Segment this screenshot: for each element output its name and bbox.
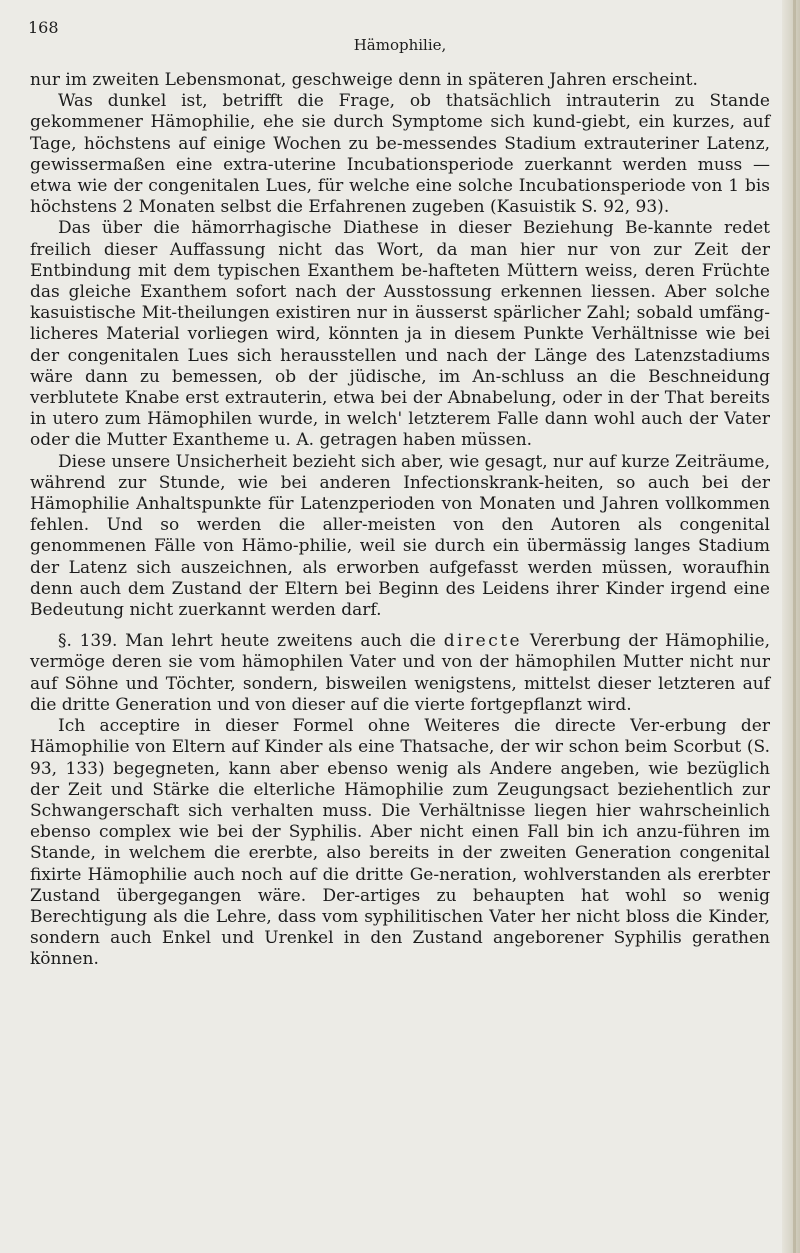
- page-edge: [782, 0, 800, 1253]
- page-edge-stripe: [793, 0, 796, 1253]
- emphasized-term: directe: [443, 631, 523, 652]
- section-lead: §. 139. Man lehrt heute zweitens auch die: [58, 631, 444, 652]
- section-rest: Vererbung der Hämophilie, vermöge deren sie vom hämophilen Vater und von der hämophilen Mutter nicht nur auf Söhne und Töchter, sondern, bisweilen wenigstens, mittelst dieser letzteren auf die dritte Generation und von dieser auf die vierte fortgepflanzt wird.: [30, 631, 770, 715]
- paragraph-continuation: nur im zweiten Lebensmonat, geschweige denn in späteren Jahren erscheint.: [30, 70, 698, 90]
- paragraph: Diese unsere Unsicherheit bezieht sich aber, wie gesagt, nur auf kurze Zeiträume, während zur Stunde, wie bei anderen Infectionskrank-heiten, so auch bei der Hämophilie Anhaltspunkte für Latenzperioden von Monaten und Jahren vollkommen fehlen. Und so werden die aller-meisten von den Autoren als congenital genommenen Fälle von Hämo-philie, weil sie durch ein übermässig langes Stadium der Latenz sich auszeichnen, als erworben aufgefasst werden müssen, woraufhin denn auch dem Zustand der Eltern bei Beginn des Leidens ihrer Kinder irgend eine Bedeutung nicht zuerkannt werden darf.: [30, 451, 770, 621]
- paragraph: Was dunkel ist, betrifft die Frage, ob thatsächlich intrauterin zu Stande gekommener Hämophilie, ehe sie durch Symptome sich kund-giebt, ein kurzes, auf Tage, höchstens auf einige Wochen zu be-messendes Stadium extrauteriner Latenz, gewissermaßen eine extra-uterine Incubationsperiode zuerkannt werden muss — etwa wie der congenitalen Lues, für welche eine solche Incubationsperiode von 1 bis höchstens 2 Monaten selbst die Erfahrenen zugeben (Kasuistik S. 92, 93).: [30, 91, 770, 218]
- page-header: [28, 14, 772, 54]
- page-number: 168: [28, 18, 59, 37]
- paragraph: Ich acceptire in dieser Formel ohne Weiteres die directe Ver-erbung der Hämophilie von Eltern auf Kinder als eine Thatsache, der wir schon beim Scorbut (S. 93, 133) begegneten, kann aber ebenso wenig als Andere angeben, wie bezüglich der Zeit und Stärke die elterliche Hämophilie zum Zeugungsact beziehentlich zur Schwangerschaft sich verhalten muss. Die Verhältnisse liegen hier wahrscheinlich ebenso complex wie bei der Syphilis. Aber nicht einen Fall bin ich anzu-führen im Stande, in welchem die ererbte, also bereits in der zweiten Generation congenital fixirte Hämophilie auch noch auf die dritte Ge-neration, wohlverstanden als ererbter Zustand übergegangen wäre. Der-artiges zu behaupten hat wohl so wenig Berechtigung als die Lehre, dass vom syphilitischen Vater her nicht bloss die Kinder, sondern auch Enkel und Urenkel in den Zustand angeborener Syphilis gerathen können.: [30, 716, 770, 970]
- body-text: [30, 70, 770, 971]
- section-paragraph: [30, 631, 770, 716]
- running-title: Hämophilie,: [353, 36, 447, 54]
- paragraph: Das über die hämorrhagische Diathese in dieser Beziehung Be-kannte redet freilich dieser Auffassung nicht das Wort, da man hier nur von zur Zeit der Entbindung mit dem typischen Exanthem be-hafteten Müttern weiss, deren Früchte das gleiche Exanthem sofort nach der Ausstossung erkennen liessen. Aber solche kasuistische Mit-theilungen existiren nur in äusserst spärlicher Zahl; sobald umfäng-licheres Material vorliegen wird, könnten ja in diesem Punkte Verhältnisse wie bei der congenitalen Lues sich herausstellen und nach der Länge des Latenzstadiums wäre dann zu bemessen, ob der jüdische, im An-schluss an die Beschneidung verblutete Knabe erst extrauterin, etwa bei der Abnabelung, oder in der That bereits in utero zum Hämophilen wurde, in welch' letzterem Falle dann wohl auch der Vater oder die Mutter Exantheme u. A. getragen haben müssen.: [30, 218, 770, 451]
